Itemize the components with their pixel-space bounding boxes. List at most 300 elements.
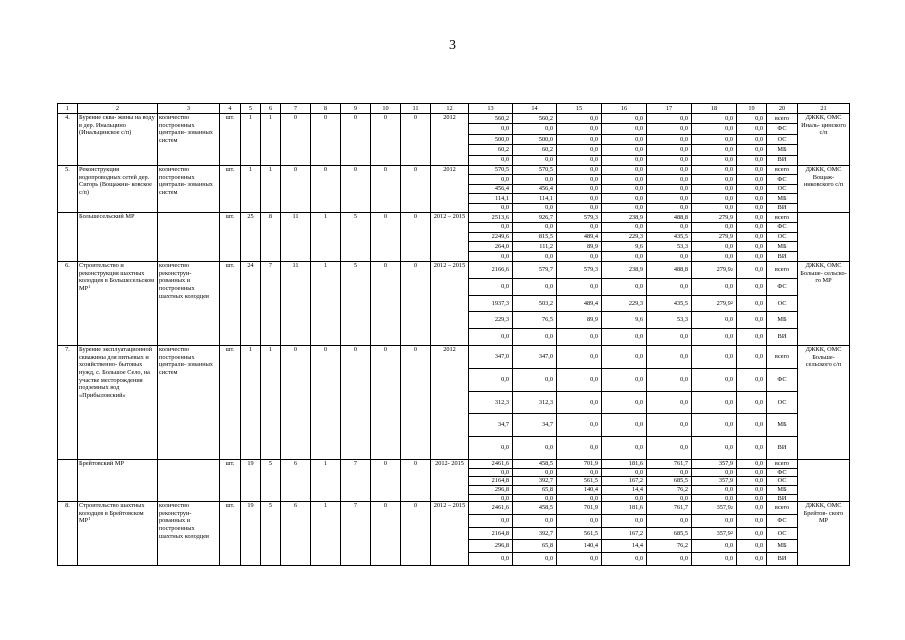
funding-value-text: 347,0 <box>538 353 553 361</box>
funding-value-text: 0,0 <box>501 252 509 260</box>
funding-value <box>602 251 646 261</box>
funding-value <box>692 144 736 154</box>
target-value-c8: 1 <box>311 460 341 502</box>
funding-value <box>647 527 691 540</box>
funding-value <box>513 144 556 154</box>
funding-value <box>469 514 512 527</box>
funding-value <box>692 514 736 527</box>
year-cell: 2012 – 2015 <box>431 502 469 566</box>
funding-value <box>469 278 512 295</box>
funding-value <box>692 295 736 312</box>
measure-name <box>78 502 158 566</box>
indicator-name: количество построенных централи- зованных систем <box>158 346 220 460</box>
funding-value <box>513 241 556 251</box>
funding-value <box>737 203 766 212</box>
funding-value-text: 0,0 <box>635 156 643 164</box>
funding-value <box>647 494 691 502</box>
funding-value <box>557 346 601 368</box>
target-value-c5: 19 <box>241 460 261 502</box>
funding-value-text: 0,0 <box>725 135 733 143</box>
funding-v18 <box>692 460 737 502</box>
funding-value-text: 60,2 <box>497 146 509 154</box>
target-value-c10: 0 <box>371 502 401 566</box>
funding-value-text: 0,0 <box>501 516 509 524</box>
funding-source <box>767 213 798 262</box>
funding-value-text: 53,3 <box>676 316 688 324</box>
funding-v19 <box>737 460 767 502</box>
funding-value-text: 0,0 <box>635 398 643 406</box>
funding-value-text: 0,0 <box>755 146 763 154</box>
funding-value <box>692 436 736 459</box>
funding-value <box>602 413 646 436</box>
funding-value-text: 560,2 <box>494 114 509 122</box>
funding-source-label: ВИ <box>767 328 797 345</box>
funding-source-label: ВИ <box>767 552 797 565</box>
funding-value <box>469 222 512 232</box>
funding-value <box>737 494 766 502</box>
funding-value-text: 0,0 <box>635 114 643 122</box>
funding-value <box>737 346 766 368</box>
funding-v15 <box>557 346 602 460</box>
funding-value-text: 0,0 <box>680 114 688 122</box>
funding-value <box>557 203 601 212</box>
funding-source-label: ФС <box>767 368 797 391</box>
funding-value-text: 0,0 <box>590 375 598 383</box>
funding-source-label: МБ <box>767 193 797 202</box>
table-row <box>58 166 850 213</box>
funding-source-label: всего <box>774 114 790 122</box>
funding-value <box>692 193 736 202</box>
executor-cell <box>798 213 850 262</box>
funding-value-text: 357,9 <box>716 529 731 537</box>
funding-value <box>469 166 512 174</box>
funding-value <box>737 502 766 514</box>
funding-value <box>469 262 512 278</box>
funding-value-text: 0,0 <box>590 252 598 260</box>
funding-value-text: 0,0 <box>590 468 598 476</box>
funding-value-text: 0,0 <box>755 233 763 241</box>
funding-value <box>513 262 556 278</box>
funding-value-text: 0,0 <box>635 555 643 563</box>
funding-value-text: 0,0 <box>680 146 688 154</box>
funding-value <box>513 552 556 565</box>
funding-value <box>602 368 646 391</box>
funding-value-text: 0,0 <box>590 223 598 231</box>
funding-source-label: ВИ <box>767 494 797 502</box>
funding-source-label: ФС <box>767 222 797 232</box>
target-value-c8: 1 <box>311 502 341 566</box>
funding-value <box>647 241 691 251</box>
funding-value-text: 238,9 <box>628 266 643 274</box>
funding-value <box>513 311 556 328</box>
target-value-c6: 1 <box>261 346 281 460</box>
funding-value <box>602 346 646 368</box>
funding-value-text: 76,2 <box>676 486 688 494</box>
funding-value <box>647 514 691 527</box>
funding-value <box>557 391 601 414</box>
funding-value-text: 0,0 <box>680 282 688 290</box>
funding-source <box>767 460 798 502</box>
funding-value <box>513 114 556 123</box>
funding-v18 <box>692 262 737 346</box>
funding-value <box>469 114 512 123</box>
funding-value-text: 926,7 <box>538 213 553 221</box>
funding-value-text: 0,0 <box>755 252 763 260</box>
funding-value <box>647 460 691 468</box>
funding-value <box>469 468 512 477</box>
funding-value-text: 392,7 <box>538 529 553 537</box>
funding-value <box>737 311 766 328</box>
funding-value <box>737 144 766 154</box>
funding-v16 <box>602 502 647 566</box>
funding-value-text: 0,0 <box>501 333 509 341</box>
funding-value <box>692 391 736 414</box>
funding-value-text: 0,0 <box>755 486 763 494</box>
funding-source <box>767 502 798 566</box>
funding-value <box>737 460 766 468</box>
funding-value-text: 53,3 <box>676 242 688 250</box>
funding-value-text: 0,0 <box>501 494 509 502</box>
funding-v17 <box>647 166 692 213</box>
footnote-mark: 2 <box>730 504 733 510</box>
funding-value-text: 488,8 <box>673 213 688 221</box>
funding-value-text: 0,0 <box>590 516 598 524</box>
funding-value <box>602 114 646 123</box>
funding-value <box>602 328 646 345</box>
header-col-3: 3 <box>158 104 220 114</box>
funding-value-text: 0,0 <box>545 468 553 476</box>
funding-value <box>513 328 556 345</box>
funding-value <box>737 232 766 242</box>
footnote-mark: 1 <box>88 284 91 290</box>
funding-value-text: 0,0 <box>755 156 763 164</box>
funding-source-label: всего <box>774 166 790 174</box>
funding-value <box>513 485 556 494</box>
funding-value <box>513 346 556 368</box>
funding-value-text: 140,4 <box>583 542 598 550</box>
funding-value-text: 0,0 <box>545 375 553 383</box>
funding-source-label: МБ <box>767 413 797 436</box>
funding-value <box>469 527 512 540</box>
funding-v17 <box>647 502 692 566</box>
header-col-4: 4 <box>220 104 241 114</box>
funding-value-text: 761,7 <box>673 460 688 467</box>
funding-value-text: 2249,6 <box>491 233 509 241</box>
funding-v17 <box>647 213 692 262</box>
funding-value-text: 0,0 <box>755 504 763 512</box>
page-number: 3 <box>449 38 456 53</box>
funding-v18 <box>692 213 737 262</box>
funding-value <box>513 514 556 527</box>
funding-value-text: 0,0 <box>635 203 643 211</box>
funding-value <box>513 222 556 232</box>
funding-value-text: 456,4 <box>538 185 553 193</box>
funding-v14 <box>513 213 557 262</box>
funding-value <box>557 166 601 174</box>
funding-value <box>692 539 736 552</box>
funding-value <box>647 232 691 242</box>
target-value-c5: 1 <box>241 166 261 213</box>
funding-value <box>557 155 601 165</box>
funding-source-label: МБ <box>767 144 797 154</box>
funding-value-text: 111,2 <box>539 242 553 250</box>
funding-value-text: 312,3 <box>538 398 553 406</box>
funding-value <box>557 494 601 502</box>
funding-value <box>602 166 646 174</box>
funding-value-text: 0,0 <box>680 353 688 361</box>
funding-value <box>602 485 646 494</box>
measure-name-text: Бурение эксплуатационной скважины для питьевых и хозяйственно- бытовых нужд, с. Большое Село, на участке месторождения подземных вод «Прибыловский» <box>79 346 153 400</box>
funding-value-text: 392,7 <box>538 477 553 485</box>
target-value-c9: 5 <box>341 262 371 346</box>
funding-value-text: 701,9 <box>583 460 598 467</box>
funding-source-label: всего <box>774 266 790 274</box>
funding-value <box>737 241 766 251</box>
funding-value-text: 114,1 <box>495 194 509 202</box>
funding-value-text: 0,0 <box>590 114 598 122</box>
funding-value <box>737 184 766 193</box>
funding-value-text: 0,0 <box>755 494 763 502</box>
funding-value <box>513 166 556 174</box>
funding-value <box>513 391 556 414</box>
target-value-c6: 1 <box>261 166 281 213</box>
funding-value-text: 0,0 <box>590 185 598 193</box>
funding-value <box>602 527 646 540</box>
funding-value-text: 2166,6 <box>491 266 509 274</box>
funding-source-label: ОС <box>767 476 797 485</box>
target-value-c8: 1 <box>311 262 341 346</box>
funding-value-text: 0,0 <box>755 166 763 174</box>
funding-value-text: 0,0 <box>501 375 509 383</box>
funding-value-text: 279,9 <box>718 233 733 241</box>
funding-value <box>469 134 512 144</box>
funding-value <box>557 262 601 278</box>
funding-value <box>692 311 736 328</box>
funding-value-text: 0,0 <box>501 444 509 452</box>
funding-source-label: ОС <box>767 527 797 540</box>
funding-value <box>557 368 601 391</box>
funding-value-text: 357,9 <box>716 504 731 512</box>
funding-value <box>602 155 646 165</box>
unit-cell: шт. <box>220 460 241 502</box>
funding-value-text: 34,7 <box>497 421 509 429</box>
measure-name <box>78 262 158 346</box>
header-col-13: 13 <box>469 104 513 114</box>
funding-value-text: 238,9 <box>628 213 643 221</box>
funding-value <box>469 346 512 368</box>
target-value-c11: 0 <box>401 114 431 166</box>
funding-value <box>602 539 646 552</box>
funding-value-text: 0,0 <box>680 516 688 524</box>
target-value-c7: 6 <box>281 460 311 502</box>
funding-value <box>557 184 601 193</box>
funding-value <box>692 485 736 494</box>
funding-value <box>737 514 766 527</box>
funding-value <box>647 262 691 278</box>
funding-value <box>513 502 556 514</box>
funding-value <box>602 232 646 242</box>
funding-value <box>602 241 646 251</box>
funding-value <box>647 391 691 414</box>
unit-cell: шт. <box>220 213 241 262</box>
funding-value <box>469 552 512 565</box>
funding-value-text: 0,0 <box>635 516 643 524</box>
target-value-c8: 0 <box>311 114 341 166</box>
funding-value-text: 0,0 <box>680 468 688 476</box>
measure-name-text: Большесельский МР <box>79 213 135 220</box>
funding-value <box>692 494 736 502</box>
funding-value <box>602 514 646 527</box>
funding-value-text: 0,0 <box>755 316 763 324</box>
header-col-2: 2 <box>78 104 158 114</box>
funding-value-text: 357,9 <box>718 460 733 467</box>
funding-value-text: 0,0 <box>545 252 553 260</box>
funding-value <box>647 213 691 222</box>
funding-value-text: 0,0 <box>501 555 509 563</box>
funding-value <box>692 155 736 165</box>
funding-value <box>647 468 691 477</box>
target-value-c8: 0 <box>311 166 341 213</box>
year-cell: 2012 <box>431 346 469 460</box>
funding-value <box>647 251 691 261</box>
funding-value-text: 570,5 <box>538 166 553 174</box>
header-col-6: 6 <box>261 104 281 114</box>
header-row <box>58 104 850 114</box>
funding-v15 <box>557 166 602 213</box>
funding-value-text: 0,0 <box>725 316 733 324</box>
funding-value-text: 0,0 <box>501 203 509 211</box>
funding-value <box>692 476 736 485</box>
funding-v17 <box>647 262 692 346</box>
funding-value-text: 0,0 <box>590 333 598 341</box>
target-value-c11: 0 <box>401 166 431 213</box>
funding-value <box>602 494 646 502</box>
funding-v18 <box>692 346 737 460</box>
funding-value-text: 0,0 <box>755 555 763 563</box>
funding-v13 <box>469 502 513 566</box>
funding-source-label: всего <box>774 353 790 361</box>
funding-value <box>513 460 556 468</box>
funding-value <box>557 476 601 485</box>
funding-value-text: 0,0 <box>590 166 598 174</box>
header-col-15: 15 <box>557 104 602 114</box>
funding-value-text: 140,4 <box>583 486 598 494</box>
funding-value-text: 0,0 <box>545 203 553 211</box>
funding-value-text: 0,0 <box>590 156 598 164</box>
header-col-12: 12 <box>431 104 469 114</box>
header-col-16: 16 <box>602 104 647 114</box>
funding-value-text: 0,0 <box>725 242 733 250</box>
funding-value <box>557 295 601 312</box>
funding-value-text: 0,0 <box>545 516 553 524</box>
funding-value <box>557 460 601 468</box>
funding-value-text: 435,5 <box>673 233 688 241</box>
funding-value-text: 0,0 <box>755 213 763 221</box>
funding-value-text: 0,0 <box>545 494 553 502</box>
funding-value <box>557 193 601 202</box>
funding-value-text: 181,6 <box>628 460 643 467</box>
footnote-mark: 2 <box>730 300 733 306</box>
target-value-c9: 0 <box>341 166 371 213</box>
funding-value <box>469 476 512 485</box>
unit-cell: шт. <box>220 114 241 166</box>
funding-value-text: 0,0 <box>755 125 763 133</box>
funding-value <box>737 295 766 312</box>
funding-value <box>737 134 766 144</box>
target-value-c11: 0 <box>401 213 431 262</box>
funding-value-text: 0,0 <box>635 194 643 202</box>
funding-value <box>602 134 646 144</box>
funding-source <box>767 346 798 460</box>
target-value-c10: 0 <box>371 166 401 213</box>
target-value-c10: 0 <box>371 213 401 262</box>
row-number: 8. <box>58 502 78 566</box>
funding-value-text: 0,0 <box>635 252 643 260</box>
funding-value-text: 0,0 <box>545 555 553 563</box>
funding-value-text: 0,0 <box>755 460 763 467</box>
funding-source-label: ОС <box>767 134 797 144</box>
funding-value <box>557 222 601 232</box>
funding-value-text: 815,5 <box>538 233 553 241</box>
funding-value <box>557 311 601 328</box>
funding-value-text: 0,0 <box>755 375 763 383</box>
funding-value <box>647 222 691 232</box>
indicator-name: количество реконструи- рованных и построенных шахтных колодцев <box>158 262 220 346</box>
funding-value <box>737 468 766 477</box>
funding-value-text: 229,3 <box>628 299 643 307</box>
measure-name-text: Бурение сква- жины на воду в дер. Инальцино (Инальцинское с/п) <box>79 114 155 137</box>
funding-value <box>692 222 736 232</box>
funding-value <box>647 193 691 202</box>
funding-source-label: всего <box>774 504 790 512</box>
indicator-name: количество построенных централи- зованных систем <box>158 166 220 213</box>
funding-value <box>647 346 691 368</box>
funding-value-text: 347,0 <box>494 353 509 361</box>
funding-value <box>557 123 601 133</box>
target-value-c9: 0 <box>341 114 371 166</box>
executor-cell: ДЖКК, ОМС Больше- сельско- го МР <box>798 262 850 346</box>
funding-value-text: 0,0 <box>590 494 598 502</box>
funding-value <box>557 485 601 494</box>
funding-value-text: 0,0 <box>590 282 598 290</box>
funding-v19 <box>737 114 767 166</box>
funding-v19 <box>737 502 767 566</box>
funding-value <box>647 203 691 212</box>
table-row <box>58 460 850 502</box>
target-value-c11: 0 <box>401 262 431 346</box>
funding-value-text: 0,0 <box>725 282 733 290</box>
funding-value <box>692 114 736 123</box>
funding-value-text: 0,0 <box>545 282 553 290</box>
funding-value-text: 0,0 <box>635 166 643 174</box>
funding-value-text: 561,5 <box>583 477 598 485</box>
funding-value <box>469 436 512 459</box>
funding-value-text: 0,0 <box>755 175 763 183</box>
funding-value <box>647 502 691 514</box>
funding-value-text: 76,2 <box>676 542 688 550</box>
funding-value-text: 456,4 <box>494 185 509 193</box>
table-row <box>58 213 850 262</box>
funding-value <box>513 436 556 459</box>
funding-v13 <box>469 166 513 213</box>
funding-value-text: 0,0 <box>725 353 733 361</box>
target-value-c11: 0 <box>401 346 431 460</box>
header-col-7: 7 <box>281 104 311 114</box>
header-col-20: 20 <box>767 104 798 114</box>
header-col-5: 5 <box>241 104 261 114</box>
funding-value <box>692 213 736 222</box>
funding-value-text: 0,0 <box>680 398 688 406</box>
